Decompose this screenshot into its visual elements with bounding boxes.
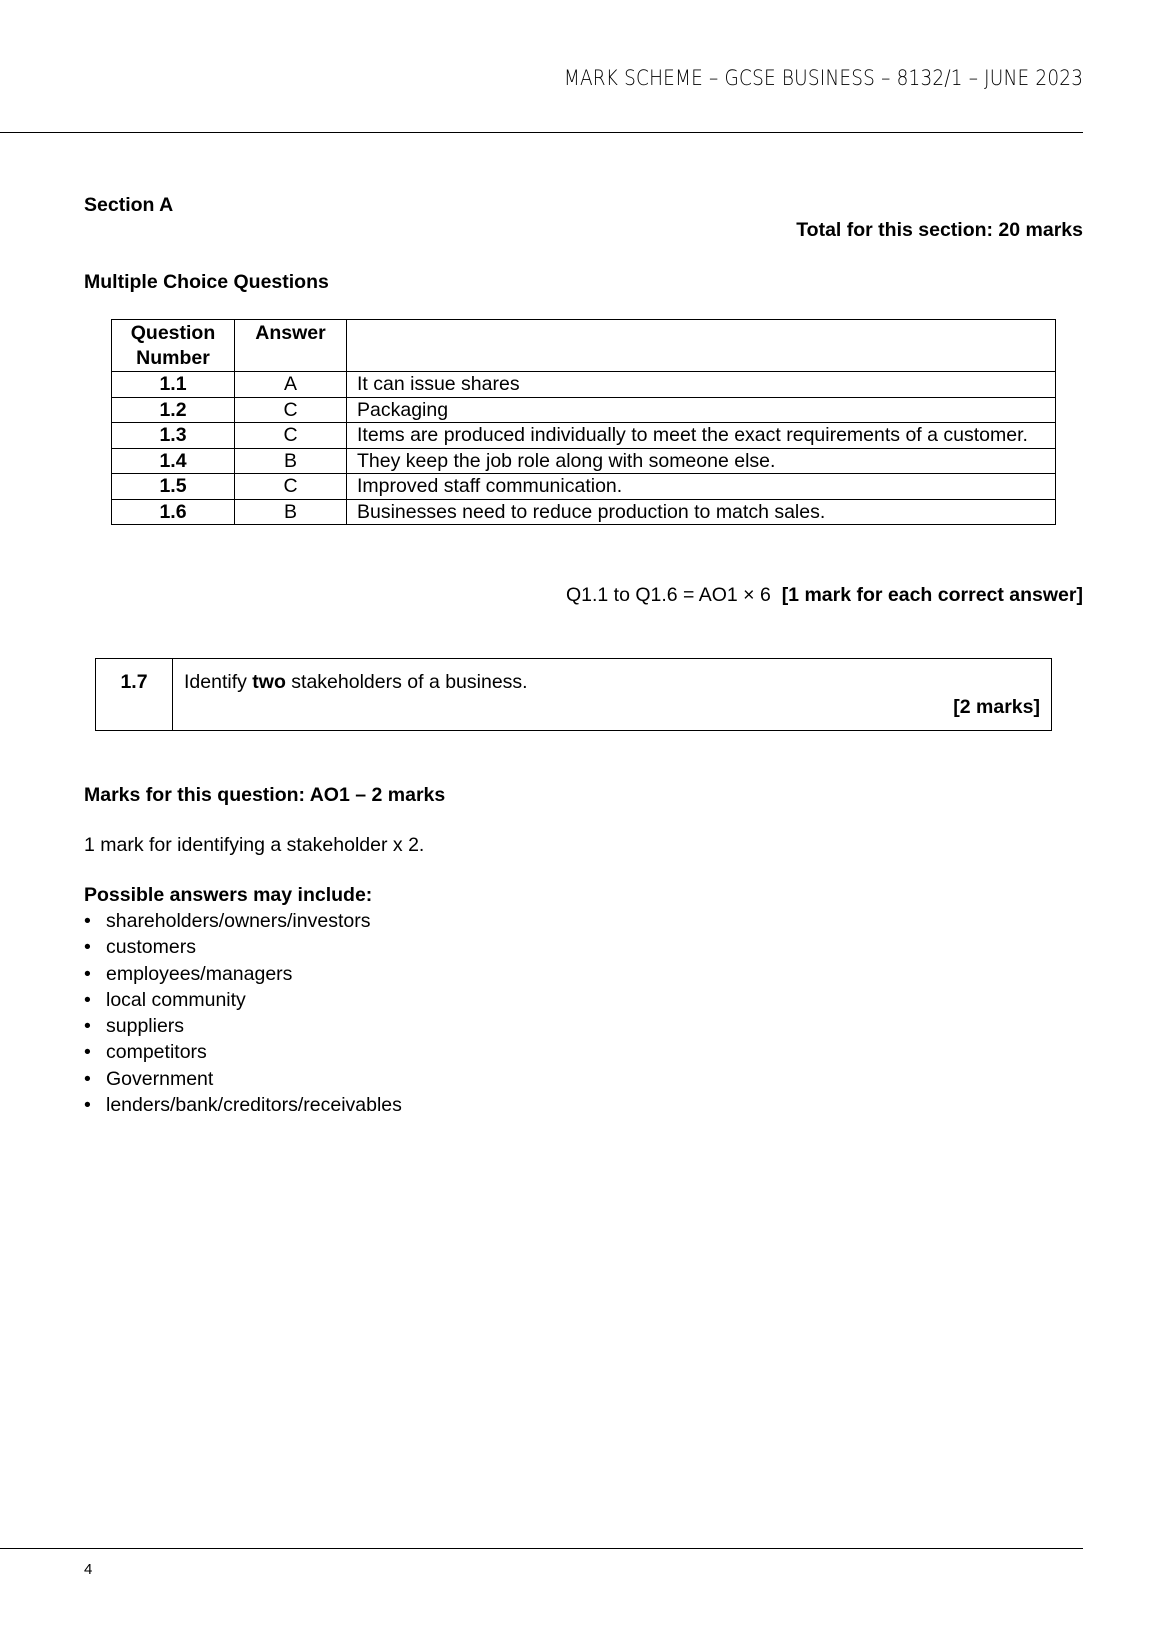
bullet-icon: • [84,910,91,932]
stem-text: stakeholders of a business. [285,671,528,693]
mark-rule-text: 1 mark for identifying a stakeholder x 2. [84,834,425,856]
possible-answer-text: employees/managers [106,962,293,985]
answer-cell: C [235,423,347,449]
summary-mark-rule: [1 mark for each correct answer] [781,584,1083,606]
answer-text-cell: Improved staff communication. [347,474,1056,500]
section-total-marks: Total for this section: 20 marks [796,219,1083,241]
question-number-cell: 1.6 [112,499,235,525]
list-item [84,908,402,934]
question-number-cell: 1.5 [112,474,235,500]
column-header-description [347,320,1056,372]
mcq-answer-table [111,319,1056,525]
bullet-icon: • [84,1015,91,1038]
possible-answer-text: local community [106,988,246,1011]
list-item [84,1092,402,1118]
table-row [112,372,1056,398]
header-divider [0,132,1083,133]
page-number: 4 [84,1561,93,1578]
question-1-7-box [95,658,1052,731]
possible-answer-text: suppliers [106,1015,185,1038]
table-row [112,499,1056,525]
answer-cell: C [235,474,347,500]
list-item [84,1013,402,1039]
bullet-icon: • [84,936,91,959]
answer-cell: B [235,499,347,525]
mcq-marks-summary [566,584,1083,607]
question-number-cell: 1.4 [112,448,235,474]
bullet-icon: • [84,962,91,985]
table-row [112,423,1056,449]
answer-text-cell: It can issue shares [347,372,1056,398]
footer-divider [0,1548,1083,1549]
bullet-icon: • [84,1067,91,1090]
bullet-icon: • [84,1094,91,1117]
table-row [112,397,1056,423]
answer-text-cell: They keep the job role along with someone else. [347,448,1056,474]
document-header-title: MARK SCHEME – GCSE BUSINESS – 8132/1 – JUNE 2023 [563,66,1083,90]
column-header-line: Number [136,346,210,369]
stem-emphasis: two [252,671,286,693]
summary-allocation: Q1.1 to Q1.6 = AO1 × 6 [565,584,771,606]
answer-text-cell: Items are produced individually to meet the exact requirements of a customer. [347,423,1056,449]
question-number-cell: 1.3 [112,423,235,449]
question-stem [184,671,528,694]
question-number-cell: 1.1 [112,372,235,398]
possible-answers-heading: Possible answers may include: [84,884,373,906]
mcq-heading: Multiple Choice Questions [84,271,329,293]
bullet-icon: • [84,988,91,1011]
marks-heading: Marks for this question: AO1 – 2 marks [84,784,446,806]
list-item [84,1039,402,1065]
column-header-line: Question [130,322,216,344]
column-header-question-number [112,320,235,372]
answer-cell: A [235,372,347,398]
column-header-answer: Answer [235,320,347,372]
list-item [84,987,402,1013]
question-number: 1.7 [96,659,173,730]
stem-text: Identify [184,671,253,693]
table-header-row [112,320,1056,372]
answer-cell: C [235,397,347,423]
list-item [84,961,402,987]
possible-answer-text: shareholders/owners/investors [106,910,371,932]
answer-text-cell: Packaging [347,397,1056,423]
possible-answer-text: Government [106,1067,214,1090]
answer-cell: B [235,448,347,474]
question-marks: [2 marks] [953,696,1040,718]
bullet-icon: • [84,1041,91,1064]
possible-answer-text: lenders/bank/creditors/receivables [106,1094,402,1117]
list-item [84,934,402,960]
possible-answer-text: competitors [106,1041,207,1064]
list-item [84,1066,402,1092]
possible-answer-text: customers [106,936,196,959]
table-row [112,474,1056,500]
table-row [112,448,1056,474]
question-number-cell: 1.2 [112,397,235,423]
possible-answers-list [84,908,402,1118]
answer-text-cell: Businesses need to reduce production to match sales. [347,499,1056,525]
section-label: Section A [84,194,174,216]
